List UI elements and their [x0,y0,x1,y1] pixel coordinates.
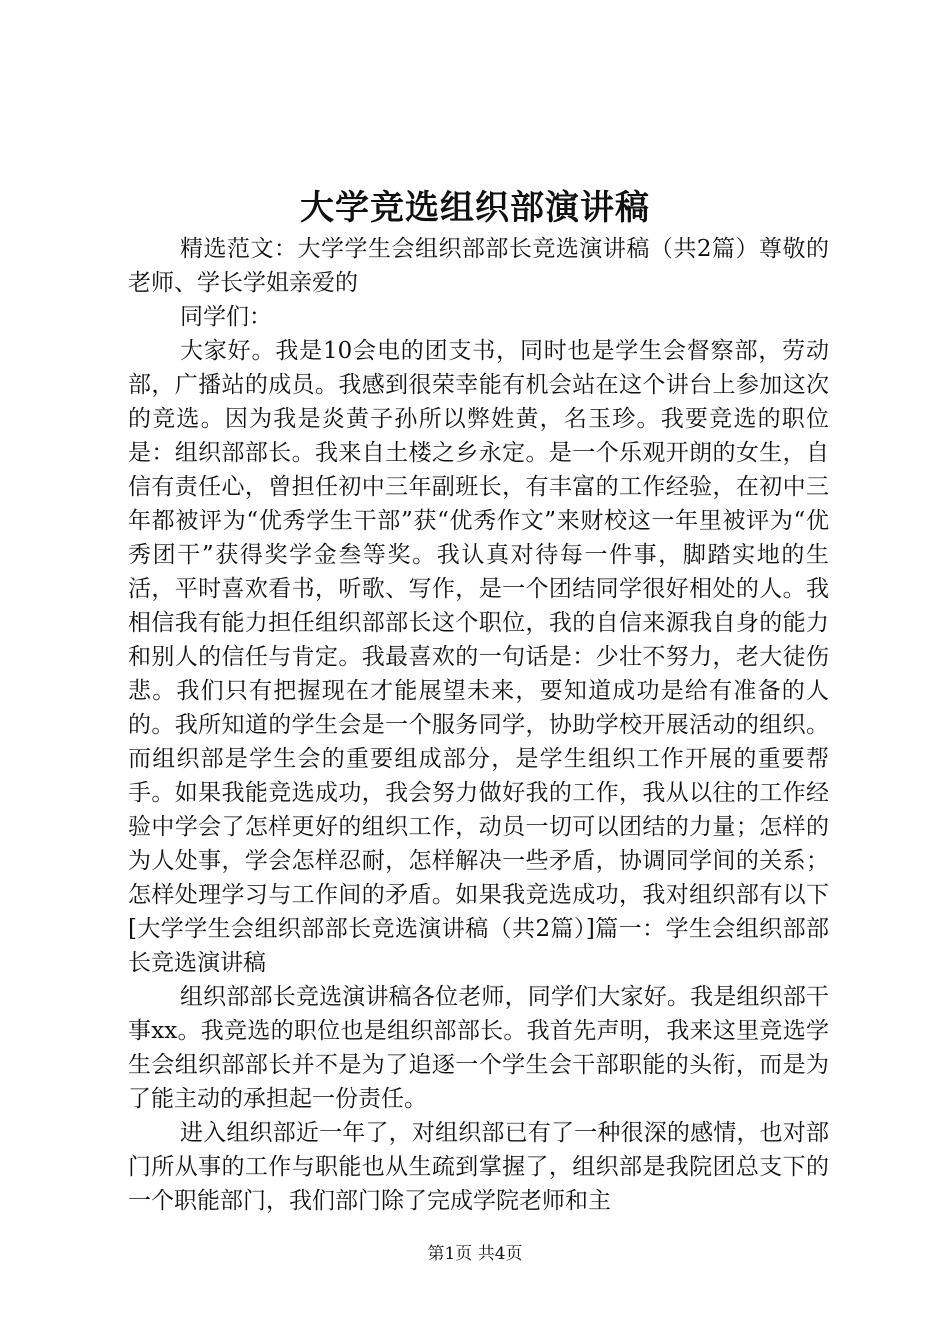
paragraph-intro: 精选范文：大学学生会组织部部长竞选演讲稿（共2篇）尊敬的老师、学长学姐亲爱的 [128,236,829,296]
document-title: 大学竞选组织部演讲稿 [300,188,650,228]
paragraph-speech-1: 大家好。我是10会电的团支书，同时也是学生会督察部，劳动部，广播站的成员。我感到很荣幸能有机会站在这个讲台上参加这次的竞选。因为我是炎黄子孙所以弊姓黄，名玉珍。我要竞选的职位是：组织部部长。我来自土楼之乡永定。是一个乐观开朗的女生，自信有责任心，曾担任初中三年副班长，有丰富的工作经验，在初中三年都被评为“优秀学生干部”获“优秀作文”来财校这一年里被评为“优秀团干”获得奖学金叁等奖。我认真对待每一件事，脚踏实地的生活，平时喜欢看书，听歌、写作，是一个团结同学很好相处的人。我相信我有能力担任组织部部长这个职位，我的自信来源我自身的能力和别人的信任与肯定。我最喜欢的一句话是：少壮不努力，老大徒伤悲。我们只有把握现在才能展望未来，要知道成功是给有准备的人的。我所知道的学生会是一个服务同学，协助学校开展活动的组织。而组织部是学生会的重要组成部分，是学生组织工作开展的重要帮手。如果我能竞选成功，我会努力做好我的工作，我从以往的工作经验中学会了怎样更好的组织工作，动员一切可以团结的力量；怎样的为人处事，学会怎样忍耐，怎样解决一些矛盾，协调同学间的关系；怎样处理学习与工作间的矛盾。如果我竞选成功，我对组织部有以下[大学学生会组织部部长竞选演讲稿（共2篇）]篇一：学生会组织部部长竞选演讲稿 [128,338,829,976]
document-body [128,232,829,1218]
page-number-footer: 第1页 共4页 [427,1244,523,1264]
paragraph-speech-3: 进入组织部近一年了，对组织部已有了一种很深的感情，也对部门所从事的工作与职能也从生疏到掌握了，组织部是我院团总支下的一个职能部门，我们部门除了完成学院老师和主 [128,1120,829,1214]
paragraph-speech-2: 组织部部长竞选演讲稿各位老师，同学们大家好。我是组织部干事xx。我竞选的职位也是组织部部长。我首先声明，我来这里竞选学生会组织部部长并不是为了追逐一个学生会干部职能的头衔，而是为了能主动的承担起一份责任。 [128,984,829,1112]
paragraph-salutation: 同学们： [180,304,272,330]
